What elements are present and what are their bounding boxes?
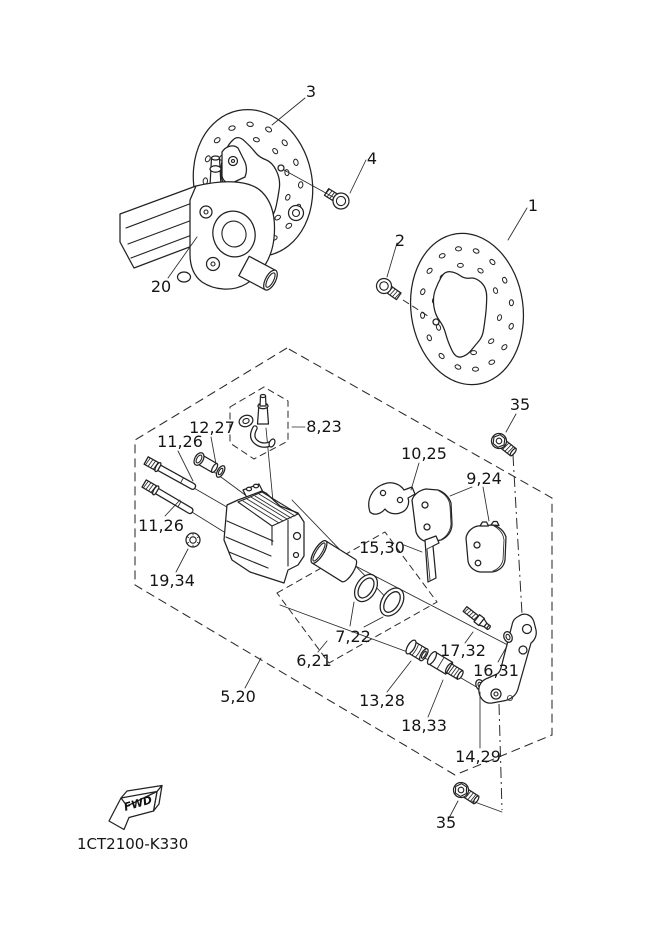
part-ref-19-34: 19,34: [149, 571, 195, 590]
mount-boss: [289, 206, 304, 221]
caliper-foot-lug: [178, 272, 191, 282]
brake-pad-inner: [466, 522, 506, 573]
part-ref-4: 4: [366, 149, 378, 168]
part-ref-10-25: 10,25: [401, 444, 447, 463]
part-ref-17-32: 17,32: [440, 641, 486, 660]
part-ref-16-31: 16,31: [473, 661, 519, 680]
part-ref-15-30: 15,30: [359, 538, 405, 557]
part-ref-1: 1: [527, 196, 539, 215]
caliper-bolt-head-upper: [200, 206, 212, 218]
mount-bolt-upper: [488, 430, 519, 459]
caliper-arm-hole: [229, 157, 238, 166]
disc-bolt-right: [374, 276, 403, 303]
caliper-pin-hole-lower: [294, 553, 299, 558]
bleed-nipple-cap: [210, 166, 221, 172]
bleed-screw: [462, 605, 492, 631]
caliper-bolt-head-lower: [207, 258, 220, 271]
disc-bolt-left: [322, 185, 352, 212]
grommet: [238, 413, 255, 428]
disc-bolt-hole: [278, 165, 284, 171]
part-ref-6-21: 6,21: [296, 651, 332, 670]
part-ref-13-28: 13,28: [359, 691, 405, 710]
piston: [308, 539, 359, 584]
caliper-body-exploded: [224, 484, 304, 583]
bleed-nipple-tip: [212, 156, 220, 160]
part-ref-11-26b: 11,26: [138, 516, 184, 535]
fwd-arrow: [109, 786, 162, 830]
pad-shim: [425, 536, 439, 582]
part-ref-35a: 35: [509, 395, 531, 414]
brake-pad-outer: [412, 489, 452, 542]
part-ref-9-24: 9,24: [466, 469, 502, 488]
part-ref-35b: 35: [435, 813, 457, 832]
brake-disc-loose: [401, 226, 533, 392]
part-ref-20: 20: [150, 277, 172, 296]
disc-bolt-hole: [433, 319, 439, 325]
pad-spring: [369, 483, 415, 514]
part-ref-8-23: 8,23: [306, 417, 342, 436]
piston-seal-outer: [375, 584, 408, 621]
piston-seal-inner: [350, 570, 382, 605]
part-ref-3: 3: [305, 82, 317, 101]
diagram-code: 1CT2100-K330: [77, 835, 189, 853]
bleed-nipple-kit: [238, 395, 277, 448]
part-ref-2: 2: [394, 231, 406, 250]
caliper-pin-hole-upper: [294, 533, 301, 540]
part-ref-14-29: 14,29: [455, 747, 501, 766]
part-ref-11-26a: 11,26: [157, 432, 203, 451]
cap-nut: [186, 533, 200, 547]
fwd-label: FWD: [122, 793, 154, 814]
mount-bolt-centerline-upper: [513, 455, 522, 614]
part-ref-5-20: 5,20: [220, 687, 256, 706]
part-ref-18-33: 18,33: [401, 716, 447, 735]
shoulder-bolt: [192, 451, 227, 479]
part-ref-7-22: 7,22: [335, 627, 371, 646]
part-ref-12-27: 12,27: [189, 418, 235, 437]
